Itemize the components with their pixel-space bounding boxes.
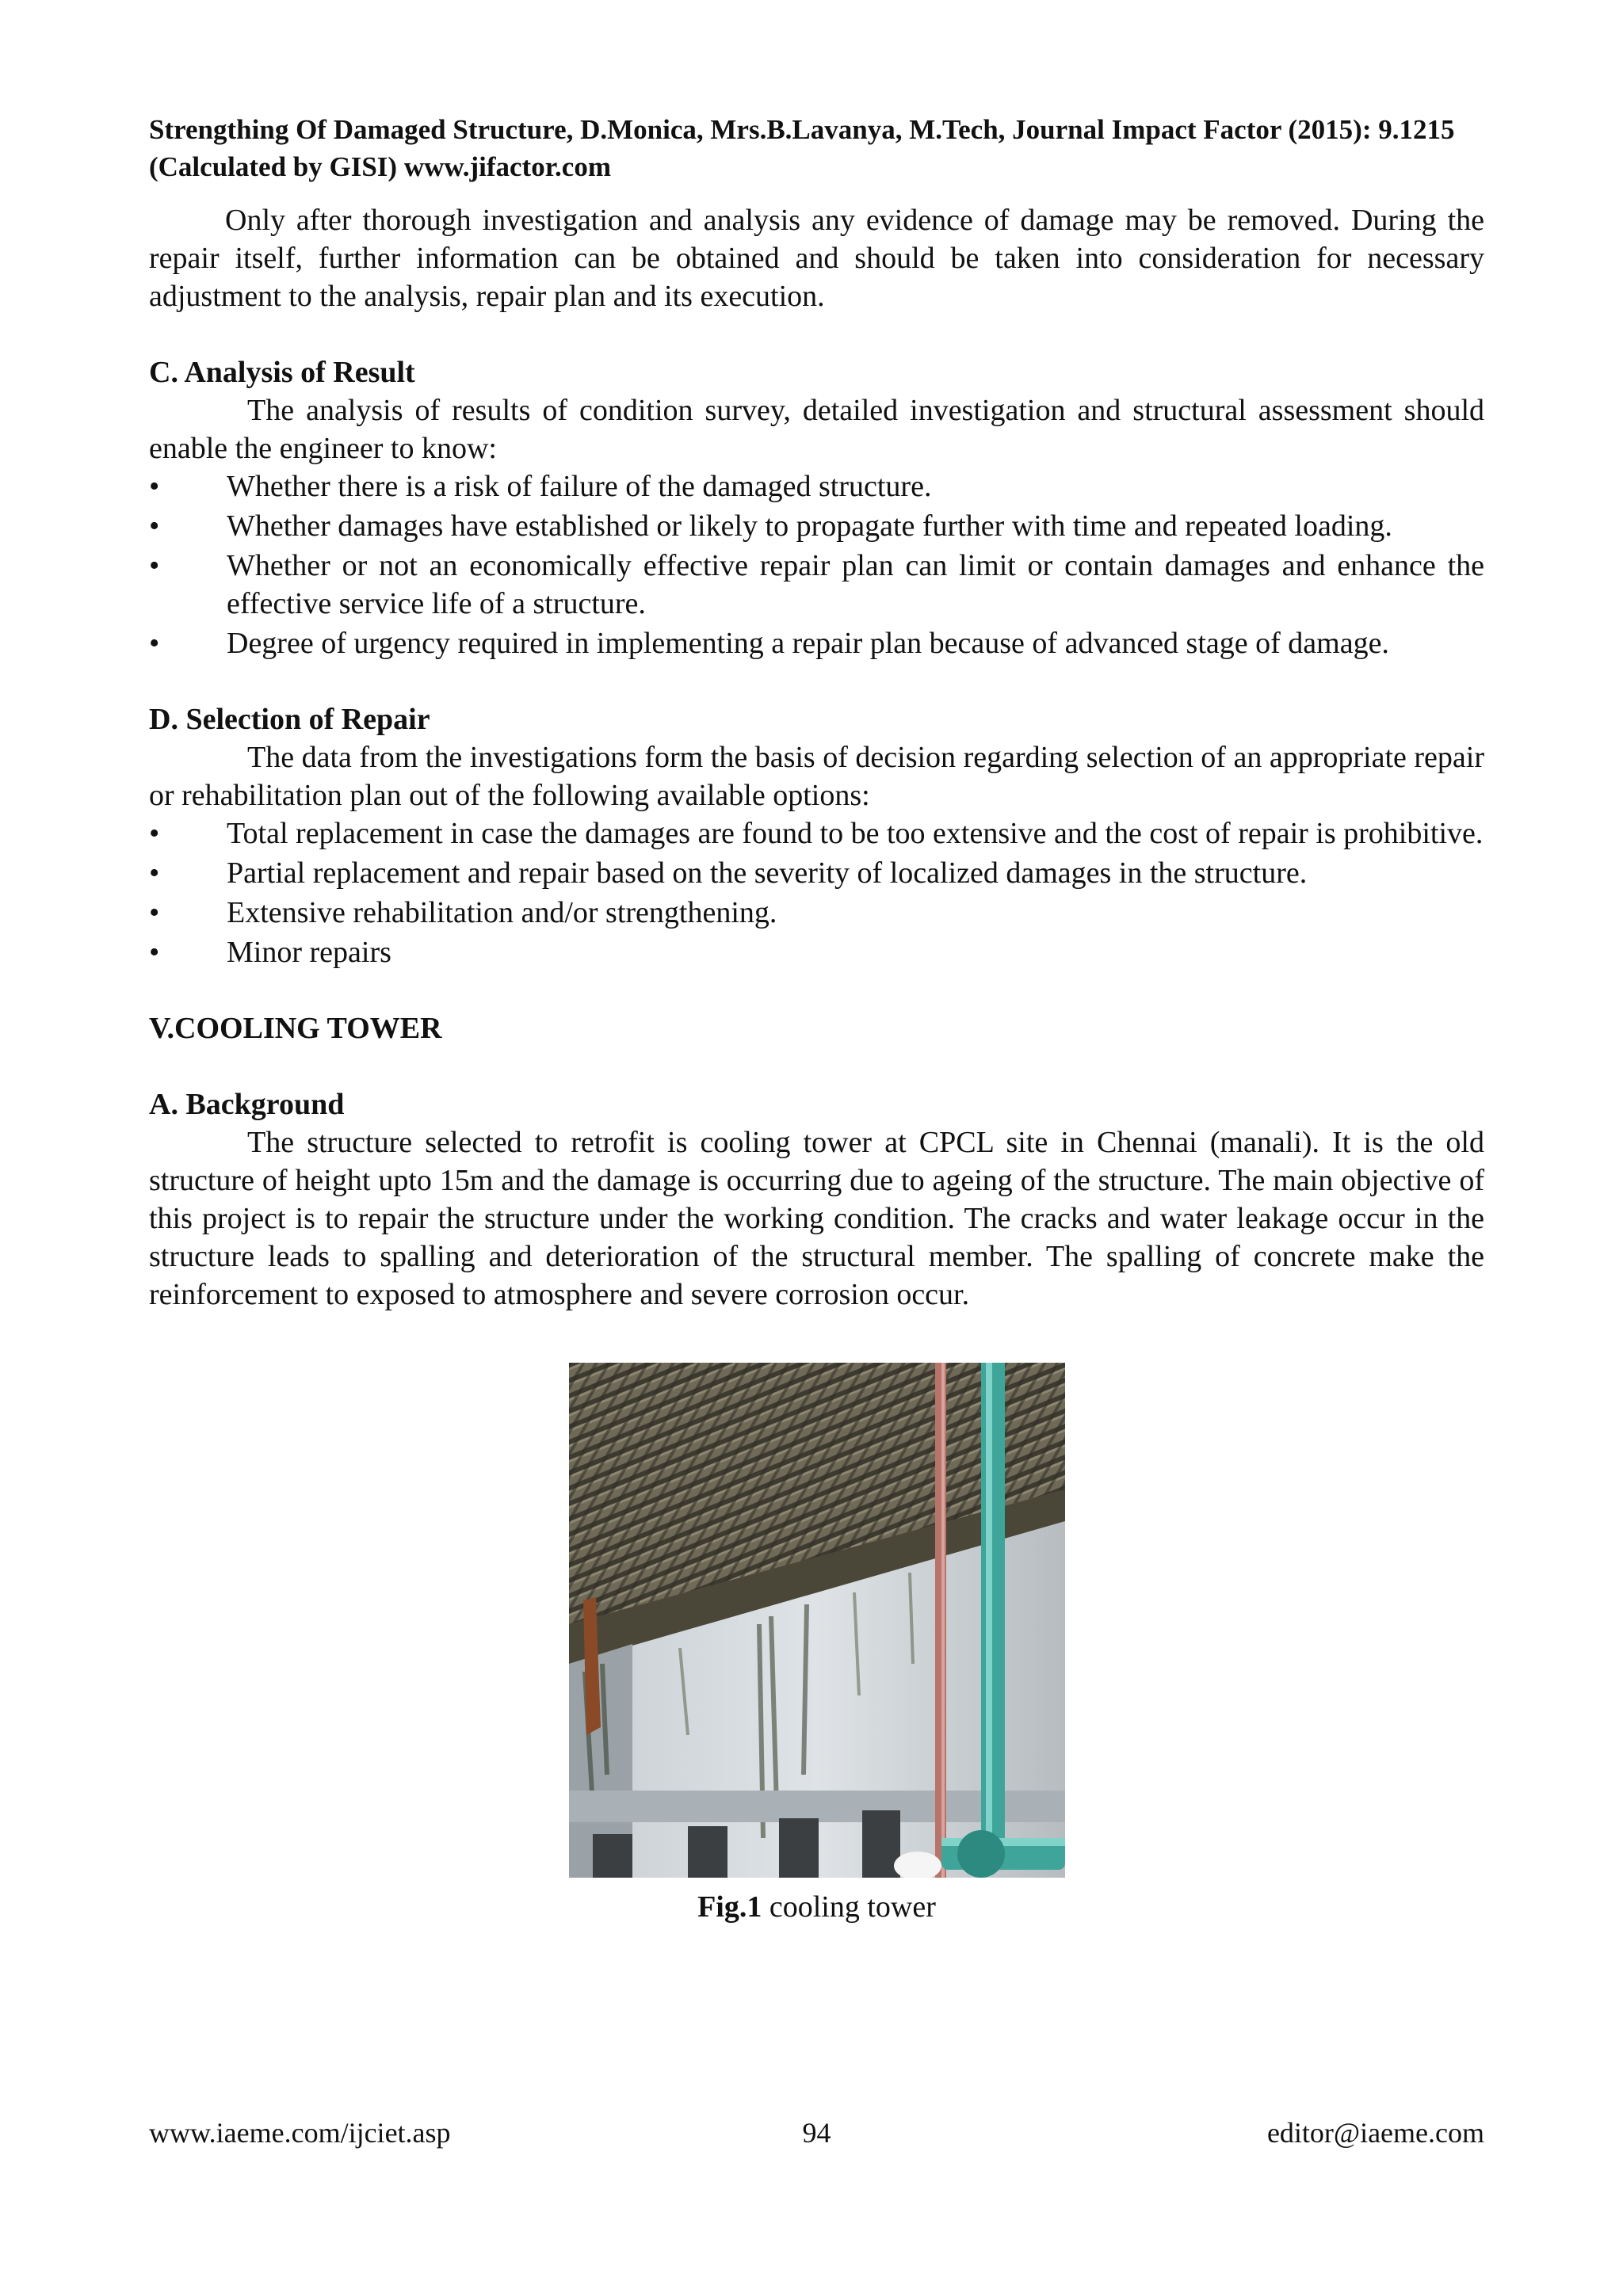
bullet-glyph: • bbox=[149, 509, 160, 543]
page-footer bbox=[149, 2114, 1484, 2152]
list-item-text: Partial replacement and repair based on the severity of localized damages in the structure. bbox=[227, 856, 1308, 890]
running-header: Strengthing Of Damaged Structure, D.Monica, Mrs.B.Lavanya, M.Tech, Journal Impact Factor (2015): 9.1215 (Calculated by GISI) www.jifactor.com bbox=[149, 114, 1455, 182]
bullet-glyph: • bbox=[149, 549, 160, 582]
list-item-text: Total replacement in case the damages are found to be too extensive and the cost of repair is prohibitive. bbox=[227, 817, 1484, 850]
bullet-list bbox=[149, 814, 1484, 971]
page-content bbox=[149, 111, 1484, 1926]
list-item-text: Minor repairs bbox=[227, 936, 391, 969]
figure-label: Fig.1 bbox=[697, 1890, 762, 1924]
bullet-list bbox=[149, 467, 1484, 662]
section-heading: A. Background bbox=[149, 1088, 345, 1121]
list-item-text: Degree of urgency required in implementing a repair plan because of advanced stage of damage. bbox=[227, 627, 1389, 660]
list-item-text: Whether there is a risk of failure of the damaged structure. bbox=[227, 470, 932, 503]
list-item bbox=[149, 933, 1484, 971]
figure bbox=[149, 1363, 1484, 1926]
list-item-text: Extensive rehabilitation and/or strengthening. bbox=[227, 896, 777, 929]
section-heading: V.COOLING TOWER bbox=[149, 1012, 442, 1045]
section-paragraph: The structure selected to retrofit is cooling tower at CPCL site in Chennai (manali). It is the old structure of height upto 15m and the damage is occurring due to ageing of the structure. The main objective of this project is to repair the structure under the working condition. The cracks and water leakage occur in the structure leads to spalling and deterioration of the structural member. The spalling of concrete make the reinforcement to exposed to atmosphere and severe corrosion occur. bbox=[149, 1126, 1484, 1311]
list-item bbox=[149, 814, 1484, 852]
list-item bbox=[149, 624, 1484, 662]
list-item bbox=[149, 547, 1484, 623]
list-item-text: Whether or not an economically effective repair plan can limit or contain damages and enhance the effective service life of a structure. bbox=[227, 549, 1484, 620]
bullet-glyph: • bbox=[149, 470, 160, 503]
list-item bbox=[149, 507, 1484, 545]
list-item-text: Whether damages have established or likely to propagate further with time and repeated loading. bbox=[227, 509, 1392, 543]
section-paragraph: The analysis of results of condition survey, detailed investigation and structural assessment should enable the engineer to know: bbox=[149, 394, 1484, 465]
page-number: 94 bbox=[802, 2117, 831, 2149]
footer-email: editor@iaeme.com bbox=[1266, 2117, 1484, 2149]
cooling-tower-illustration bbox=[569, 1363, 1065, 1878]
bullet-glyph: • bbox=[149, 627, 160, 660]
figure-caption-text: cooling tower bbox=[762, 1890, 936, 1924]
list-item bbox=[149, 854, 1484, 892]
section-heading: D. Selection of Repair bbox=[149, 703, 430, 736]
section-selection-of-repair bbox=[149, 700, 1484, 971]
intro-paragraph: Only after thorough investigation and analysis any evidence of damage may be removed. During the repair itself, further information can be obtained and should be taken into consideration for necessary adjustment to the analysis, repair plan and its execution. bbox=[149, 204, 1484, 313]
section-heading: C. Analysis of Result bbox=[149, 356, 415, 389]
section-analysis-of-result bbox=[149, 353, 1484, 662]
bullet-glyph: • bbox=[149, 817, 160, 850]
footer-url: www.iaeme.com/ijciet.asp bbox=[149, 2117, 451, 2149]
section-paragraph: The data from the investigations form the basis of decision regarding selection of an appropriate repair or rehabilitation plan out of the following available options: bbox=[149, 741, 1484, 812]
section-background bbox=[149, 1085, 1484, 1314]
section-cooling-tower bbox=[149, 1009, 1484, 1047]
list-item bbox=[149, 894, 1484, 932]
bullet-glyph: • bbox=[149, 856, 160, 890]
cooling-tower-photo bbox=[569, 1363, 1065, 1878]
bullet-glyph: • bbox=[149, 896, 160, 929]
bullet-glyph: • bbox=[149, 936, 160, 969]
list-item bbox=[149, 467, 1484, 505]
figure-caption bbox=[149, 1888, 1484, 1926]
